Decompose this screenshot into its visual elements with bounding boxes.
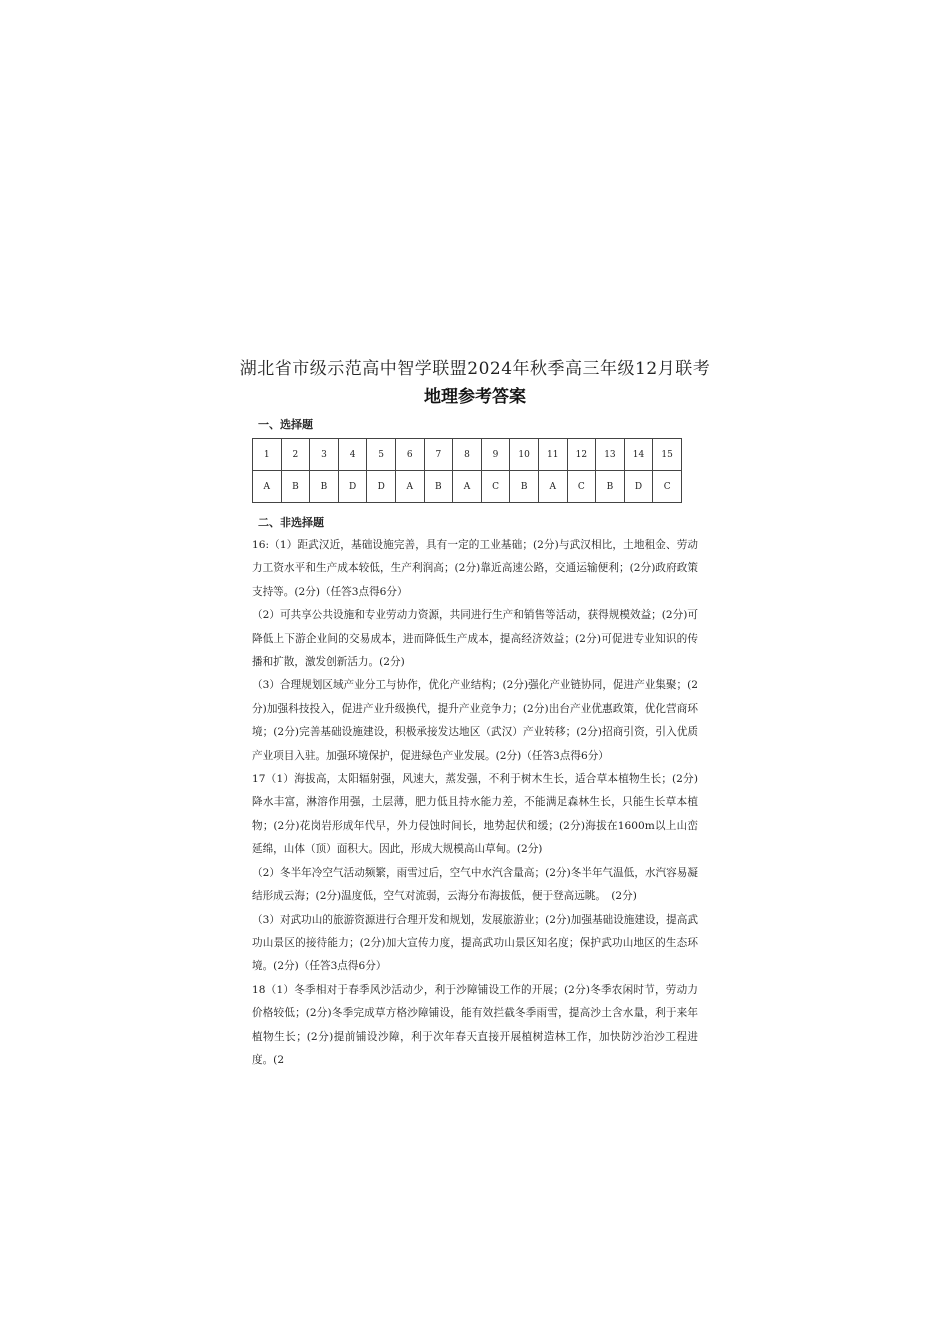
question-number: 14 [624,439,653,471]
document-title: 湖北省市级示范高中智学联盟2024年秋季高三年级12月联考 [239,359,711,379]
answer-cell: B [510,471,539,503]
answer-cell: A [395,471,424,503]
answer-cell: A [453,471,482,503]
answer-paragraph: 17（1）海拔高，太阳辐射强，风速大，蒸发强，不利于树木生长，适合草本植物生长；(2分)降水丰富，淋溶作用强，土层薄，肥力低且持水能力差，不能满足森林生长，只能生长草本植物；(2分)花岗岩形成年代早，外力侵蚀时间长，地势起伏和缓；(2分)海拔在1600m以上山峦延绵，山体（顶）面积大。因此，形成大规模高山草甸。(2分) [252,773,698,856]
document-subtitle: 地理参考答案 [424,387,526,407]
question-number: 9 [481,439,510,471]
answer-table [252,438,682,503]
answer-explanations [252,534,698,1072]
answer-cell: C [653,471,682,503]
answer-cell: C [481,471,510,503]
question-number: 11 [538,439,567,471]
question-number-row [253,439,682,471]
answer-cell: D [624,471,653,503]
answer-cell: B [310,471,339,503]
answer-paragraph: （3）对武功山的旅游资源进行合理开发和规划，发展旅游业；(2分)加强基础设施建设，提高武功山景区的接待能力；(2分)加大宣传力度，提高武功山景区知名度；保护武功山地区的生态环境。(2分)（任答3点得6分） [252,913,698,973]
question-number: 12 [567,439,596,471]
question-number: 10 [510,439,539,471]
question-number: 5 [367,439,396,471]
answer-cell: A [538,471,567,503]
question-number: 2 [281,439,310,471]
answer-cell: A [253,471,282,503]
answer-cell: B [596,471,625,503]
section-heading-choice: 一、选择题 [258,418,313,431]
answer-cell: C [567,471,596,503]
question-number: 3 [310,439,339,471]
question-number: 4 [338,439,367,471]
answer-cell: D [367,471,396,503]
answer-row [253,471,682,503]
answer-paragraph: （2）冬半年冷空气活动频繁，雨雪过后，空气中水汽含量高；(2分)冬半年气温低，水汽容易凝结形成云海；(2分)温度低，空气对流弱，云海分布海拔低，便于登高远眺。 (2分) [252,866,698,903]
section-heading-nonchoice: 二、非选择题 [258,516,324,529]
question-number: 13 [596,439,625,471]
question-number: 8 [453,439,482,471]
answer-cell: B [281,471,310,503]
answer-cell: D [338,471,367,503]
answer-cell: B [424,471,453,503]
answer-paragraph: 18（1）冬季相对于春季风沙活动少，利于沙障铺设工作的开展；(2分)冬季农闲时节，劳动力价格较低；(2分)冬季完成草方格沙障铺设，能有效拦截冬季雨雪，提高沙土含水量，利于来年植物生长；(2分)提前铺设沙障，利于次年春天直接开展植树造林工作，加快防沙治沙工程进度。(2 [252,983,698,1066]
question-number: 6 [395,439,424,471]
question-number: 7 [424,439,453,471]
answer-paragraph: （3）合理规划区域产业分工与协作，优化产业结构；(2分)强化产业链协同，促进产业集聚；(2分)加强科技投入，促进产业升级换代，提升产业竞争力；(2分)出台产业优惠政策，优化营商环境；(2分)完善基础设施建设，积极承接发达地区（武汉）产业转移；(2分)招商引资，引入优质产业项目入驻。加强环境保护，促进绿色产业发展。(2分)（任答3点得6分） [252,679,698,762]
question-number: 1 [253,439,282,471]
answer-paragraph: （2）可共享公共设施和专业劳动力资源，共同进行生产和销售等活动，获得规模效益；(2分)可降低上下游企业间的交易成本，进而降低生产成本，提高经济效益；(2分)可促进专业知识的传播和扩散，激发创新活力。(2分) [252,609,698,669]
answer-paragraph: 16:（1）距武汉近，基础设施完善，具有一定的工业基础；(2分)与武汉相比，土地租金、劳动力工资水平和生产成本较低，生产利润高；(2分)靠近高速公路，交通运输便利；(2分)政府政策支持等。(2分)（任答3点得6分） [252,539,698,598]
question-number: 15 [653,439,682,471]
